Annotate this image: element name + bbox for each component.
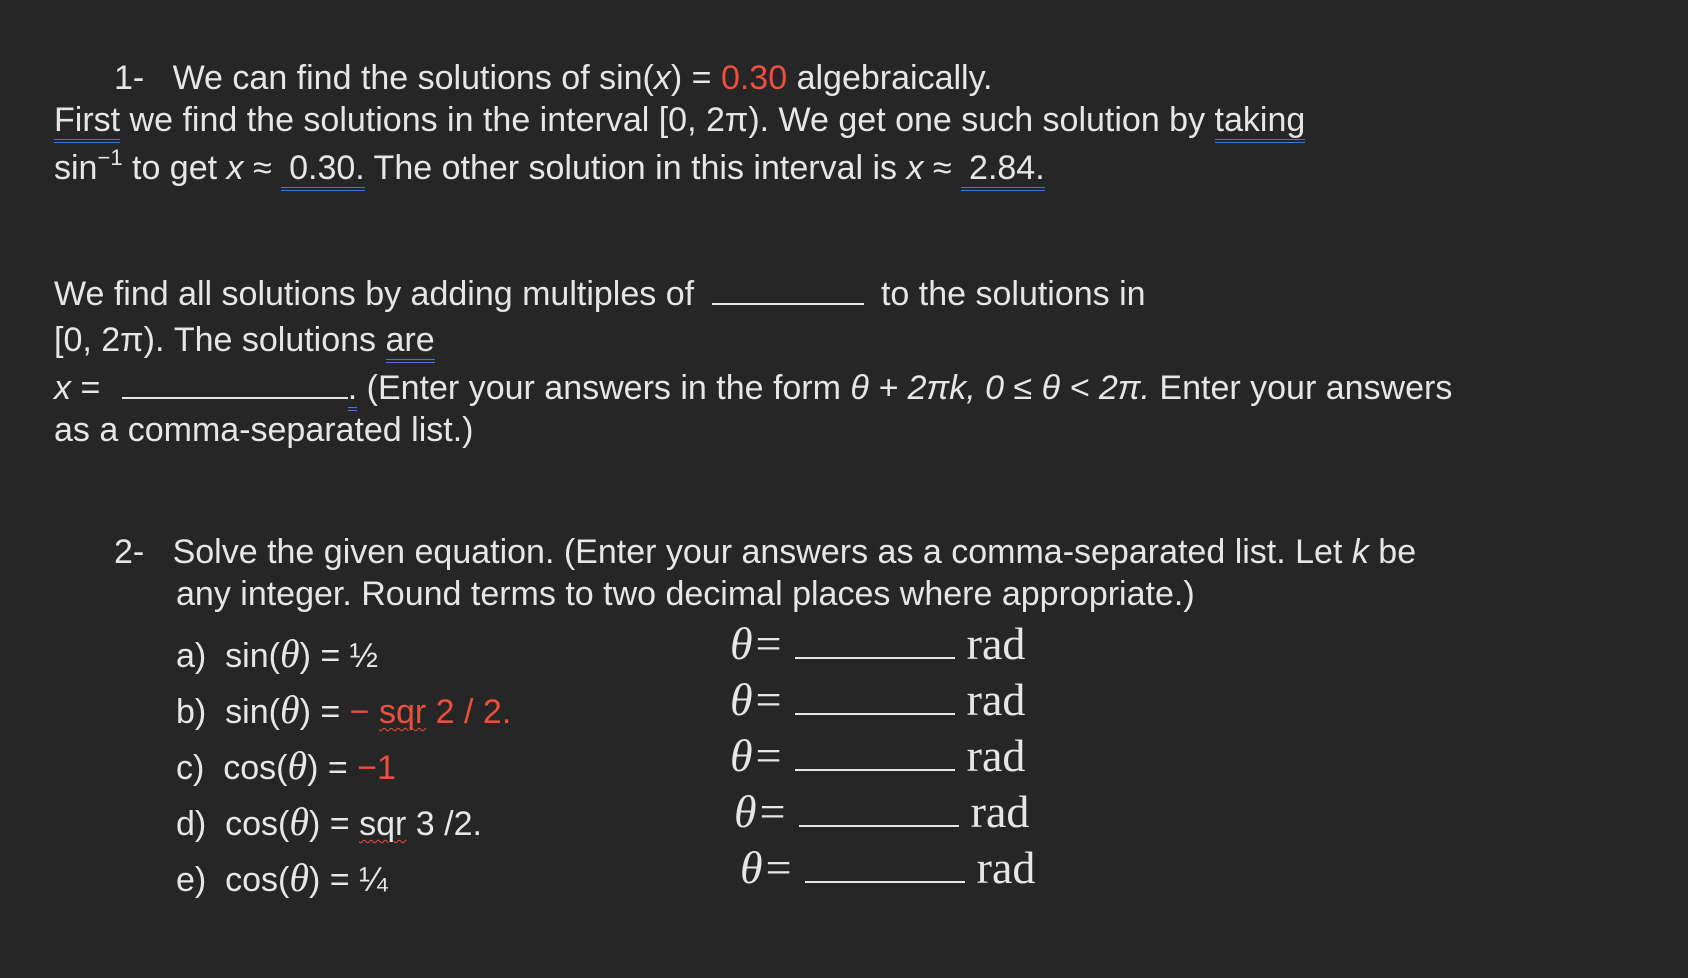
equation-b: b) sin(θ) = − sqr 2 / 2. — [176, 687, 512, 732]
q1-line2: First we find the solutions in the interval [0, 2π). We get one such solution by taking — [54, 98, 1305, 142]
taking-word: taking — [1215, 101, 1306, 143]
answer-row-d: θ= rad — [734, 786, 1030, 837]
q1-number: 1- — [114, 59, 145, 97]
multiples-blank[interactable] — [712, 277, 864, 305]
solutions-blank[interactable] — [122, 371, 348, 399]
q1-line3: $\sin^{-1}$ to get x ≈ 0.30. The other solution in this interval is x ≈ 2.84. — [54, 144, 1045, 190]
answer-blank-d[interactable] — [799, 791, 959, 827]
q2-number: 2- — [114, 533, 145, 571]
are-word: are — [386, 321, 435, 363]
answer-row-a: θ= rad — [730, 618, 1026, 669]
answer-field-2[interactable]: 2.84. — [961, 149, 1045, 191]
q1-para2-line4: as a comma-separated list.) — [54, 411, 474, 449]
q1-given-value: 0.30 — [720, 59, 788, 97]
answer-row-b: θ= rad — [730, 674, 1026, 725]
first-word: First — [54, 101, 120, 143]
equation-d: d) cos(θ) = sqr 3 /2. — [176, 799, 482, 844]
equation-a: a) sin(θ) = ½ — [176, 631, 379, 676]
q1-para2-line2: [0, 2π). The solutions are — [54, 318, 435, 362]
q2-instruction-line2: any integer. Round terms to two decimal places where appropriate.) — [176, 575, 1195, 613]
answer-row-c: θ= rad — [730, 730, 1026, 781]
answer-blank-e[interactable] — [805, 847, 965, 883]
answer-row-e: θ= rad — [740, 842, 1036, 893]
q1-para2-line3: x = . (Enter your answers in the form θ + 2πk, 0 ≤ θ < 2π. Enter your answers — [54, 366, 1452, 410]
q2-instruction-line1: 2- Solve the given equation. (Enter your answers as a comma-separated list. Let k be — [114, 533, 1417, 571]
answer-blank-c[interactable] — [795, 735, 955, 771]
answer-blank-a[interactable] — [795, 623, 955, 659]
q1-line1: 1- We can find the solutions of sin(x) = 0.30 algebraically. — [114, 59, 993, 97]
answer-blank-b[interactable] — [795, 679, 955, 715]
equation-e: e) cos(θ) = ¼ — [176, 855, 388, 900]
q1-para2-line1: We find all solutions by adding multiples of to the solutions in — [54, 275, 1146, 313]
equation-c: c) cos(θ) = −1 — [176, 743, 396, 788]
answer-field-1[interactable]: 0.30. — [281, 149, 365, 191]
